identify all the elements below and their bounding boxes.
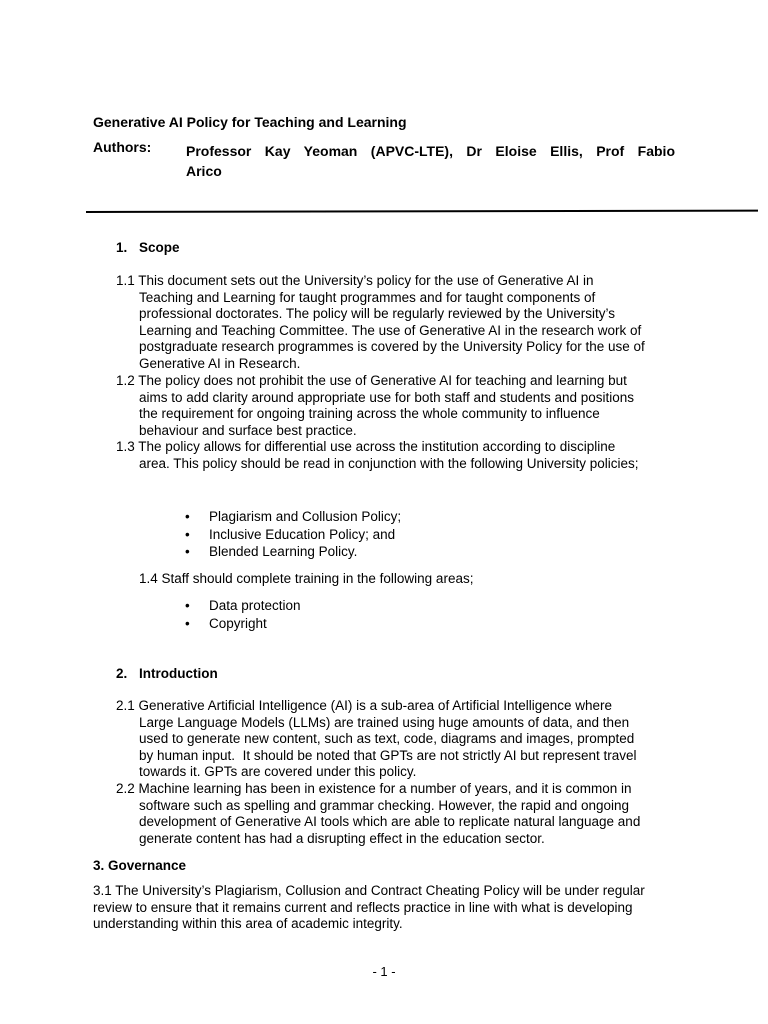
paragraph-line: software such as spelling and grammar checking. However, the rapid and ongoing [139, 797, 630, 813]
bullet-icon: • [185, 526, 190, 542]
paragraph-1-1 [116, 273, 696, 373]
paragraph-line: understanding within this area of academic integrity. [93, 916, 403, 932]
paragraph-line: postgraduate research programmes is covered by the University Policy for the use of [139, 339, 645, 355]
section-2-number: 2. [116, 666, 128, 681]
section-1-heading: Scope [139, 240, 180, 255]
paragraph-number: 1.3 [116, 439, 135, 454]
list-item: • Copyright [185, 615, 267, 631]
paragraph-line: 3.1 The University’s Plagiarism, Collusion and Contract Cheating Policy will be under regular [93, 883, 645, 898]
paragraph-line: the requirement for ongoing training across the whole community to influence [139, 406, 600, 422]
paragraph-line: review to ensure that it remains current and reflects practice in line with what is developing [93, 899, 633, 915]
paragraph-line: Machine learning has been in existence for a number of years, and it is common in [138, 781, 632, 796]
paragraph-1-4: 1.4 Staff should complete training in the following areas; [139, 571, 474, 586]
paragraph-line: Generative Artificial Intelligence (AI) is a sub-area of Artificial Intelligence where [138, 698, 613, 713]
paragraph-line: Learning and Teaching Committee. The use of Generative AI in the research work of [139, 322, 642, 338]
training-list [185, 598, 301, 633]
paragraph-1-2 [116, 373, 696, 439]
paragraph-line: Large Language Models (LLMs) are trained using huge amounts of data, and then [139, 714, 630, 730]
page-number: - 1 - [372, 964, 396, 979]
section-1-number: 1. [116, 240, 128, 255]
paragraph-line: The policy does not prohibit the use of Generative AI for teaching and learning but [138, 373, 627, 388]
document-title: Generative AI Policy for Teaching and Learning [93, 114, 407, 130]
section-2-heading: Introduction [139, 666, 218, 681]
list-item: • Plagiarism and Collusion Policy; [185, 509, 402, 524]
paragraph-1-3 [116, 439, 696, 472]
paragraph-line: This document sets out the University’s policy for the use of Generative AI in [138, 273, 594, 288]
list-item: • Inclusive Education Policy; and [185, 526, 396, 542]
paragraph-line: used to generate new content, such as text, code, diagrams and images, prompted [139, 731, 635, 747]
header-divider [86, 210, 758, 213]
paragraph-2-2 [116, 781, 696, 847]
paragraph-line: behaviour and surface best practice. [139, 422, 357, 438]
paragraph-line: by human input. It should be noted that GPTs are not strictly AI but represent travel [139, 747, 637, 763]
paragraph-line: Generative AI in Research. [139, 355, 301, 371]
paragraph-2-1 [116, 698, 696, 781]
paragraph-line: development of Generative AI tools which are able to replicate natural language and [139, 814, 641, 830]
paragraph-line: aims to add clarity around appropriate use for both staff and students and positions [139, 389, 635, 405]
paragraph-number: 2.2 [116, 781, 135, 796]
paragraph-number: 2.1 [116, 698, 135, 713]
policies-list [185, 509, 401, 562]
paragraph-line: area. This policy should be read in conjunction with the following University policies; [139, 455, 639, 471]
section-3-heading: 3. Governance [93, 858, 187, 873]
authors-line-2: Arico [186, 163, 222, 179]
authors-label: Authors: [93, 139, 152, 155]
bullet-icon: • [185, 544, 190, 560]
paragraph-line: professional doctorates. The policy will be regularly reviewed by the University’s [139, 306, 615, 322]
paragraph-line: towards it. GPTs are covered under this policy. [139, 764, 417, 780]
bullet-icon: • [185, 615, 190, 631]
authors-line-1: Professor Kay Yeoman (APVC-LTE), Dr Eloise Ellis, Prof Fabio [186, 143, 675, 159]
paragraph-3-1 [93, 883, 713, 933]
paragraph-line: generate content has had a disrupting effect in the education sector. [139, 830, 545, 846]
paragraph-line: Teaching and Learning for taught programmes and for taught components of [139, 289, 596, 305]
list-item: • Blended Learning Policy. [185, 544, 358, 560]
list-item: • Data protection [185, 598, 301, 613]
paragraph-number: 1.2 [116, 373, 135, 388]
bullet-icon: • [185, 598, 190, 613]
paragraph-line: The policy allows for differential use across the institution according to discipline [138, 439, 616, 454]
paragraph-number: 1.1 [116, 273, 135, 288]
bullet-icon: • [185, 509, 190, 524]
